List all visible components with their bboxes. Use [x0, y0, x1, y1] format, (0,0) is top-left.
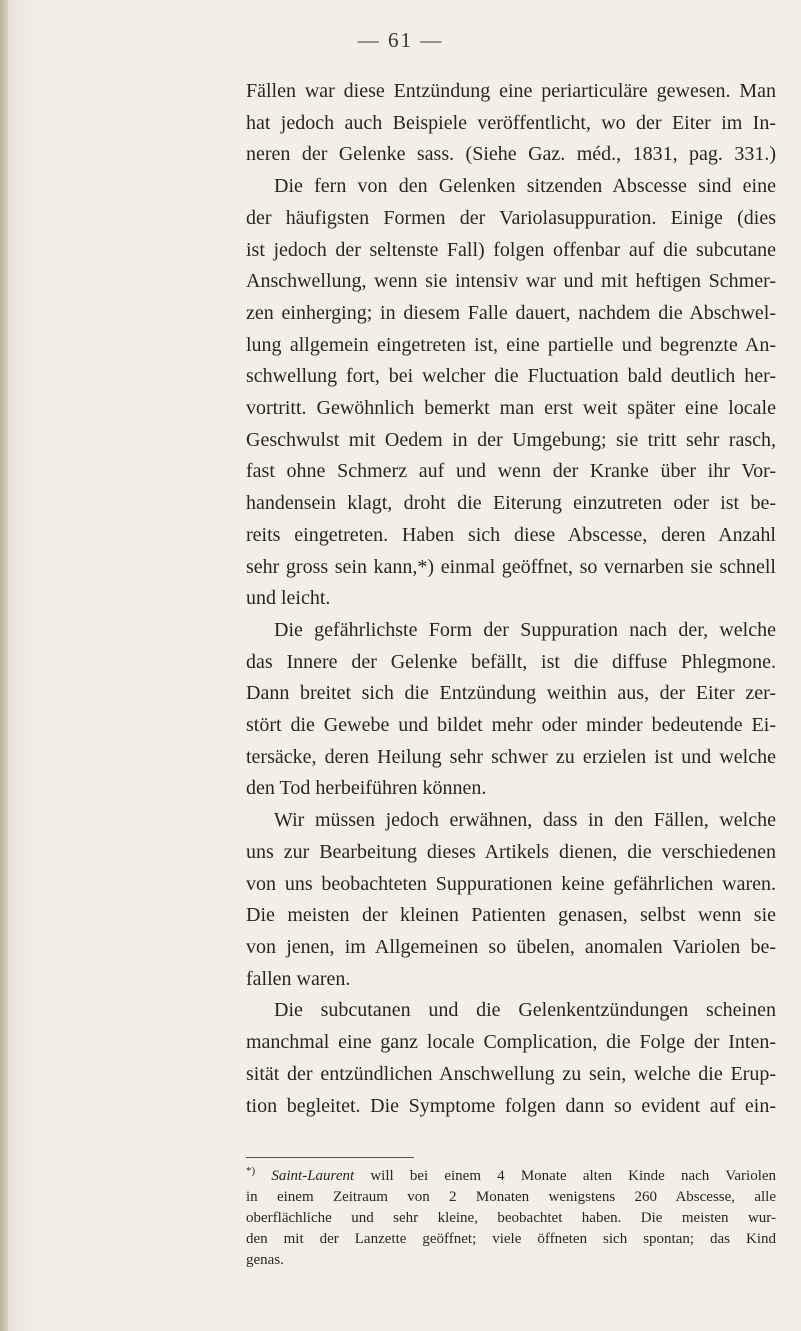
- body-line: Die gefährlichste Form der Suppuration nach der, welche: [274, 618, 776, 641]
- footnote-line: den mit der Lanzette geöffnet; viele öffneten sich spontan; das Kind: [246, 1231, 776, 1247]
- footnote-text: will bei einem 4 Monate alten Kinde nach Variolen: [370, 1168, 777, 1184]
- body-line: fast ohne Schmerz auf und wenn der Kranke über ihr Vor-: [246, 460, 776, 483]
- body-line: Geschwulst mit Oedem in der Umgebung; sie tritt sehr rasch,: [246, 428, 776, 451]
- body-line: Die fern von den Gelenken sitzenden Abscesse sind eine: [274, 175, 776, 198]
- body-line: Die subcutanen und die Gelenkentzündungen scheinen: [274, 999, 776, 1022]
- body-line: reits eingetreten. Haben sich diese Abscesse, deren Anzahl: [246, 523, 776, 546]
- footnote-marker: *): [246, 1165, 256, 1177]
- body-line: Anschwellung, wenn sie intensiv war und mit heftigen Schmer-: [246, 270, 776, 293]
- body-line: manchmal eine ganz locale Complication, die Folge der Inten-: [246, 1031, 776, 1054]
- footnote-line: genas.: [246, 1252, 284, 1268]
- page-binding-edge: [0, 0, 8, 1331]
- body-line: sität der entzündlichen Anschwellung zu sein, welche die Erup-: [246, 1062, 776, 1085]
- body-line: ist jedoch der seltenste Fall) folgen offenbar auf die subcutane: [246, 238, 776, 261]
- footnote-line: oberflächliche und sehr kleine, beobachtet haben. Die meisten wur-: [246, 1210, 776, 1226]
- body-text: [246, 76, 776, 1122]
- body-line: den Tod herbeiführen können.: [246, 777, 487, 800]
- body-line: neren der Gelenke sass. (Siehe Gaz. méd., 1831, pag. 331.): [246, 143, 776, 166]
- body-line: handensein klagt, droht die Eiterung einzutreten oder ist be-: [246, 492, 776, 515]
- body-line: das Innere der Gelenke befällt, ist die diffuse Phlegmone.: [246, 650, 776, 673]
- body-line: Wir müssen jedoch erwähnen, dass in den Fällen, welche: [274, 809, 776, 832]
- page-number-header: — 61 —: [357, 28, 444, 52]
- body-line: Die meisten der kleinen Patienten genasen, selbst wenn sie: [246, 904, 776, 927]
- body-line: sehr gross sein kann,*) einmal geöffnet, so vernarben sie schnell: [246, 555, 776, 578]
- body-line: vortritt. Gewöhnlich bemerkt man erst weit später eine locale: [246, 397, 776, 420]
- body-line: schwellung fort, bei welcher die Fluctuation bald deutlich her-: [246, 365, 776, 388]
- body-line: tersäcke, deren Heilung sehr schwer zu erzielen ist und welche: [246, 745, 776, 768]
- body-line: stört die Gewebe und bildet mehr oder minder bedeutende Ei-: [246, 714, 776, 737]
- body-line: von uns beobachteten Suppurationen keine gefährlichen waren.: [246, 872, 776, 895]
- footnote: [246, 1166, 776, 1271]
- body-line: zen einherging; in diesem Falle dauert, nachdem die Abschwel-: [246, 301, 776, 324]
- body-line: fallen waren.: [246, 967, 351, 990]
- body-line: lung allgemein eingetreten ist, eine partielle und begrenzte An-: [246, 333, 776, 356]
- footnote-separator: [246, 1157, 414, 1158]
- body-line: Fällen war diese Entzündung eine periarticuläre gewesen. Man: [246, 80, 776, 102]
- body-line: und leicht.: [246, 587, 331, 610]
- body-line: uns zur Bearbeitung dieses Artikels dienen, die verschiedenen: [246, 840, 776, 863]
- footnote-line: [246, 1166, 776, 1187]
- footnote-line: in einem Zeitraum von 2 Monaten wenigstens 260 Abscesse, alle: [246, 1189, 776, 1205]
- body-line: tion begleitet. Die Symptome folgen dann so evident auf ein-: [246, 1094, 776, 1117]
- body-line: Dann breitet sich die Entzündung weithin aus, der Eiter zer-: [246, 682, 776, 705]
- body-line: hat jedoch auch Beispiele veröffentlicht, wo der Eiter im In-: [246, 111, 776, 134]
- body-line: der häufigsten Formen der Variolasuppuration. Einige (dies: [246, 206, 776, 229]
- footnote-author: Saint-Laurent: [271, 1168, 355, 1184]
- body-line: von jenen, im Allgemeinen so übelen, anomalen Variolen be-: [246, 935, 776, 958]
